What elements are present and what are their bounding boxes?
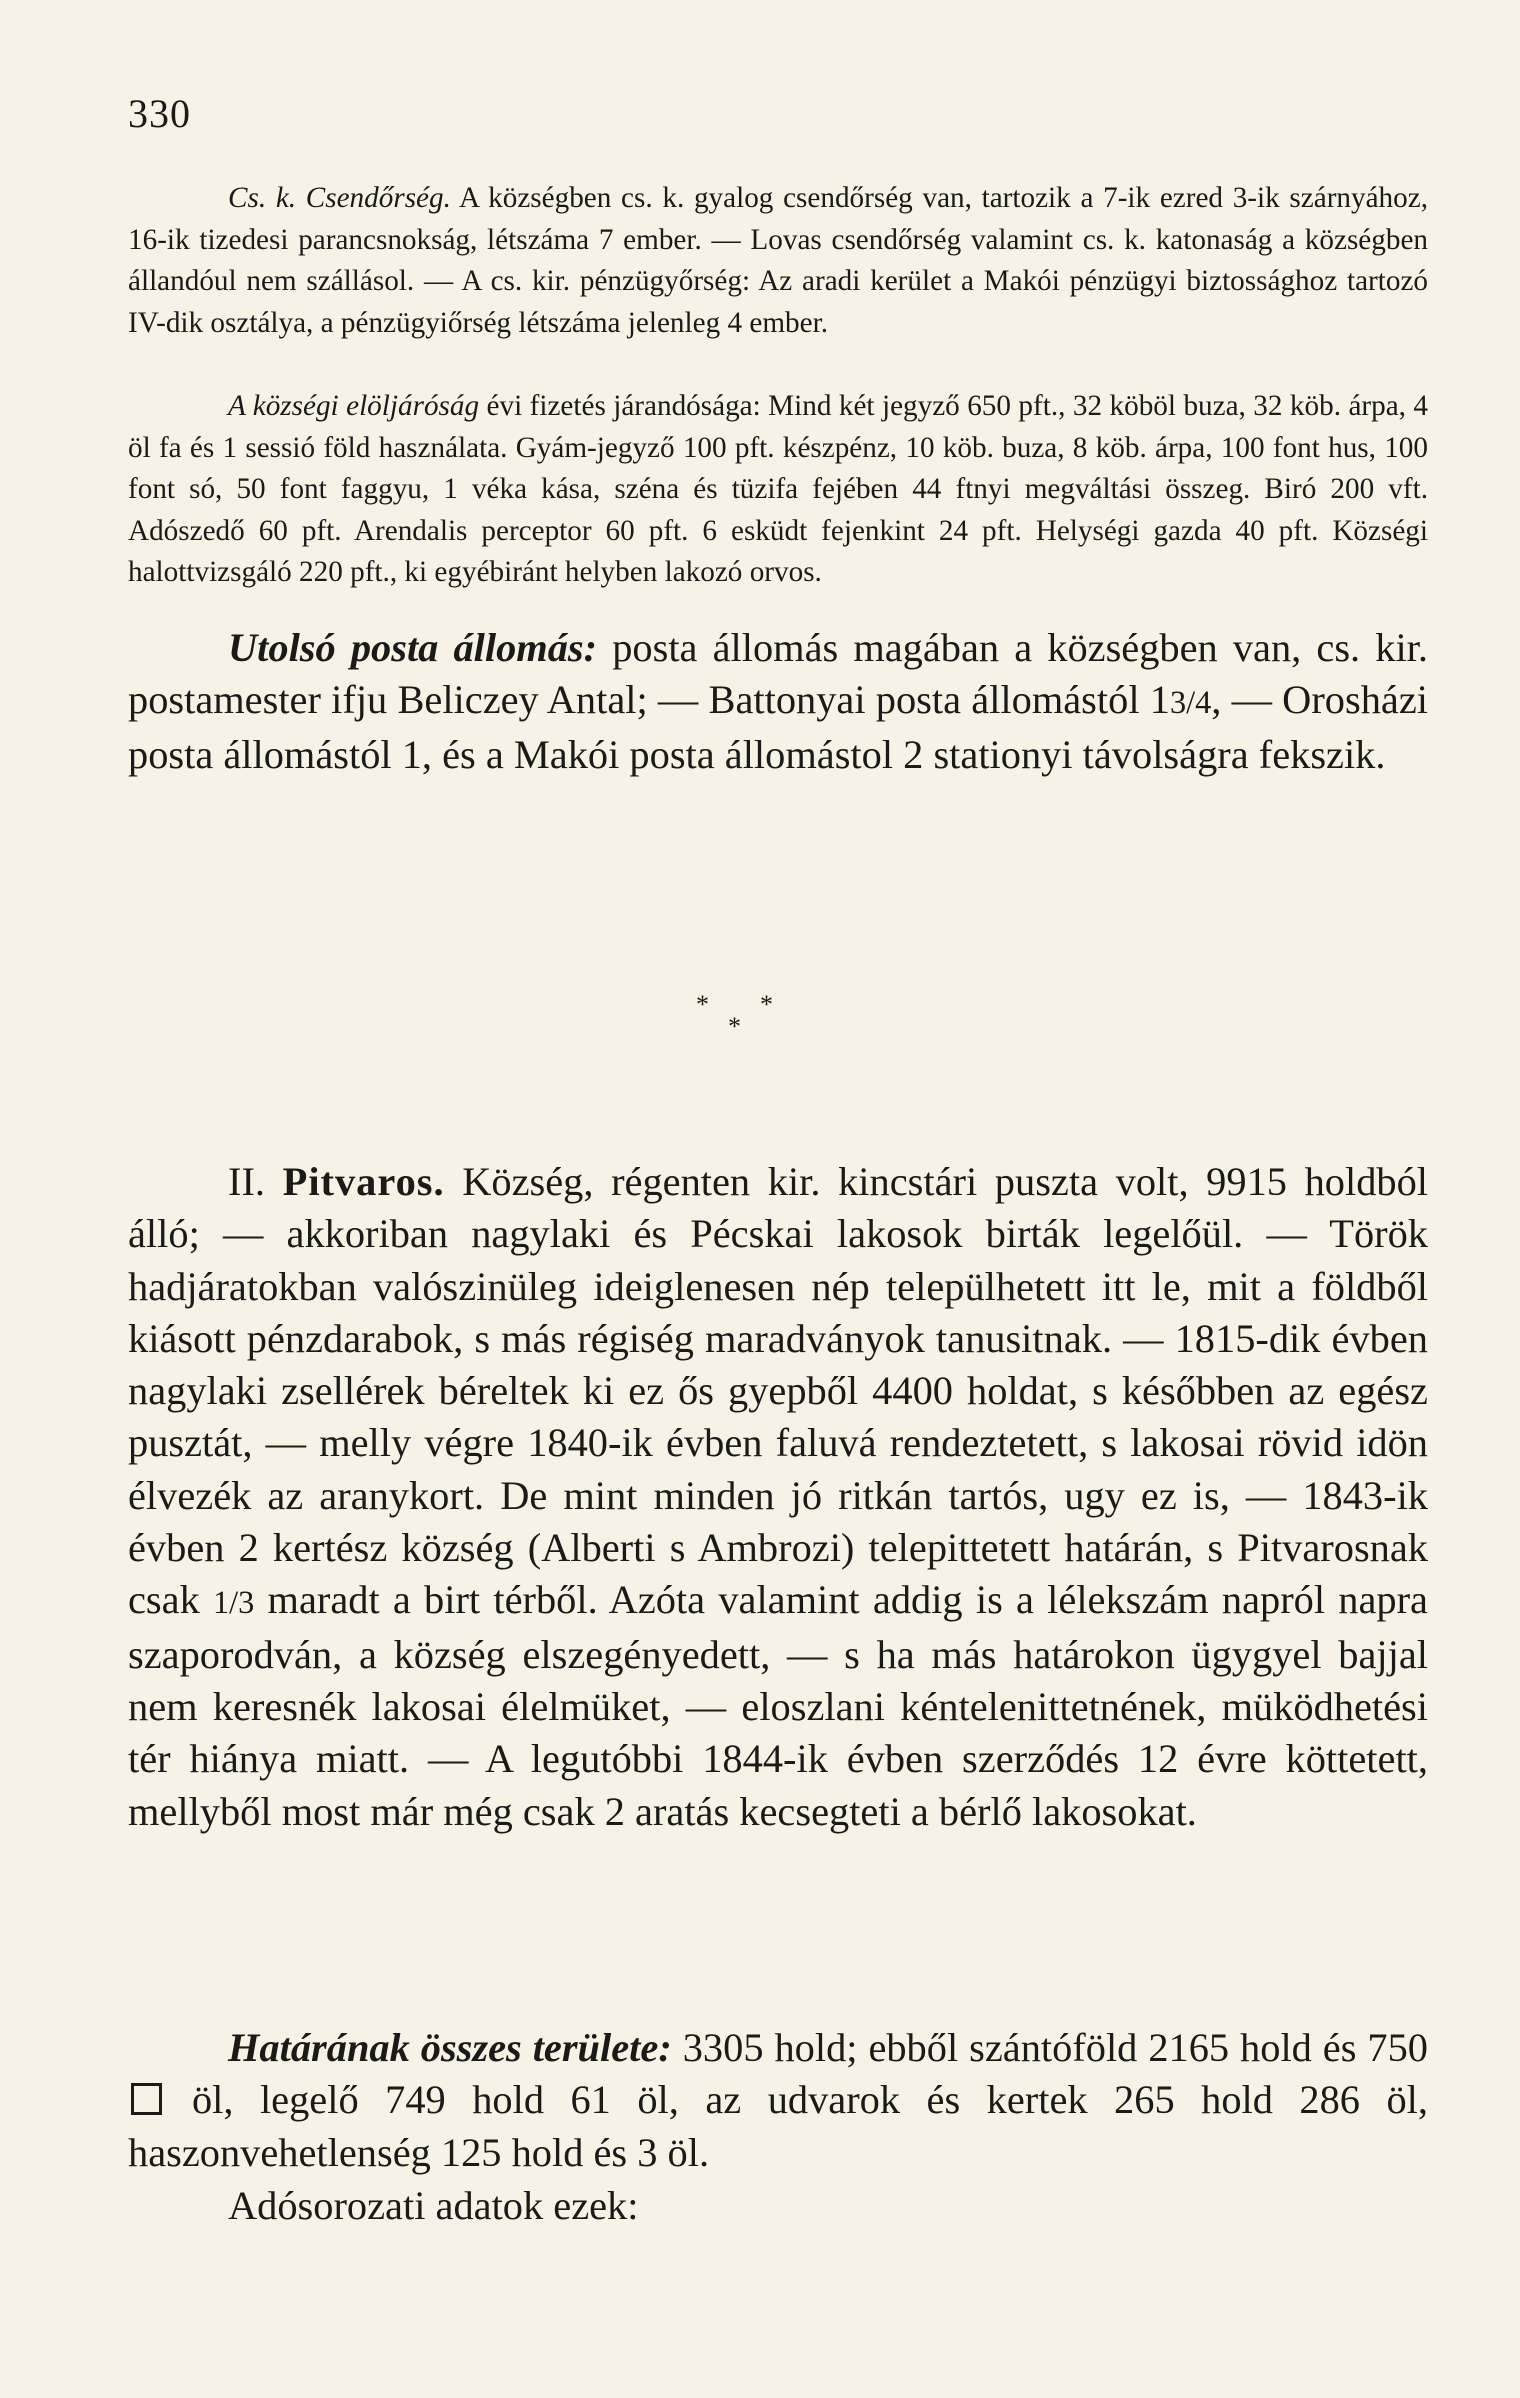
paragraph-heading: A községi elöljáróság <box>228 390 480 422</box>
paragraph-text <box>128 1156 1428 1838</box>
paragraph-body: évi fizetés járandósága: Mind két jegyző 650 pft., 32 köböl buza, 32 köb. árpa, 4 öl fa és 1 sessió föld használata. Gyám-jegyző 100 pft. készpénz, 10 köb. buza, 8 köb. árpa, 100 font hus, 100 font só, 50 font faggyu, 1 véka kása, széna és tüzifa fejében 44 ftnyi megváltási összeg. Biró 200 vft. Adószedő 60 pft. Arendalis perceptor 60 pft. 6 esküdt fejenkint 24 pft. Helységi gazda 40 pft. Községi halottvizsgáló 220 pft., ki egyébiránt helyben lakozó orvos. <box>128 390 1428 588</box>
page-number: 330 <box>128 91 191 136</box>
fraction: 1/3 <box>213 1584 255 1621</box>
paragraph-body: A községben cs. k. gyalog csendőrség van, tartozik a 7-ik ezred 3-ik szárnyához, 16-ik tizedesi parancsnokság, létszáma 7 ember. — Lovas csendőrség valamint cs. k. katonaság a községben állandóul nem szállásol. — A cs. kir. pénzügyőrség: Az aradi kerület a Makói pénzügyi biztossághoz tartozó IV-dik osztálya, a pénzügyiőrség létszáma jelenleg 4 ember. <box>128 182 1428 339</box>
section-title: Pitvaros. <box>282 1159 445 1204</box>
paragraph-gendarmerie <box>128 178 1428 344</box>
fraction: 3/4 <box>1169 684 1212 721</box>
square-unit-symbol <box>131 2083 162 2114</box>
paragraph-heading: Cs. k. Csendőrség. <box>228 182 451 214</box>
paragraph-body: Község, régenten kir. kincstári puszta volt, 9915 holdból álló; — akkoriban nagylaki és Pécskai lakosok birták legelőül. — Török hadjáratokban valószinüleg ideiglenesen nép települhetett itt le, mit a földből kiásott pénzdarabok, s más régiség maradványok tanusitnak. — 1815-dik évben nagylaki zsellérek béreltek ki ez ős gyepből 4400 holdat, s későbben az egész pusztát, — melly végre 1840-ik évben faluvá rendeztetett, s lakosai rövid idön élvezék az aranykort. De mint minden jó ritkán tartós, ugy ez is, — 1843-ik évben 2 kertész község (Alberti s Ambrozi) telepittetett határán, s Pitvarosnak csak <box>128 1159 1429 1623</box>
paragraph-tax-data-intro <box>128 2180 1428 2232</box>
paragraph-text <box>128 2022 1428 2179</box>
paragraph-heading: Utolsó posta állomás: <box>228 625 598 670</box>
paragraph-text: Adósorozati adatok ezek: <box>228 2183 639 2228</box>
section-numeral: II. <box>228 1159 265 1204</box>
paragraph-territory <box>128 2022 1428 2179</box>
asterisk: * <box>728 1012 741 1041</box>
paragraph-body: , — Orosházi posta állomástól 1, és a Makói posta állomástol 2 stationyi távolságra fekszik. <box>128 677 1428 777</box>
asterisk: * <box>760 990 773 1019</box>
paragraph-body: maradt a birt térből. Azóta valamint addig is a lélekszám napról napra szaporodván, a község elszegényedett, — s ha más határokon ügygyel bajjal nem keresnék lakosai élelmüket, — eloszlani kéntelenittetnének, müködhetési tér hiánya miatt. — A legutóbbi 1844-ik évben szerződés 12 évre köttetett, mellyből most már még csak 2 aratás kecsegteti a bérlő lakosokat. <box>128 1577 1428 1834</box>
paragraph-officials <box>128 386 1428 594</box>
paragraph-text <box>128 386 1428 594</box>
paragraph-text <box>128 178 1428 344</box>
paragraph-body: öl, legelő 749 hold 61 öl, az udvarok és kertek 265 hold 286 öl, haszonvehetlenség 125 hold és 3 öl. <box>128 2077 1428 2175</box>
paragraph-post-station <box>128 622 1428 781</box>
paragraph-body: 3305 hold; ebből szántóföld 2165 hold és 750 <box>671 2025 1428 2070</box>
paragraph-body: posta állomás magában a községben van, cs. kir. postamester ifju Beliczey Antal; — Battonyai posta állomástól 1 <box>128 625 1428 723</box>
paragraph-pitvaros <box>128 1156 1428 1838</box>
paragraph-heading: Határának összes területe: <box>228 2025 672 2070</box>
paragraph-text <box>128 622 1428 781</box>
asterisk: * <box>696 990 709 1019</box>
